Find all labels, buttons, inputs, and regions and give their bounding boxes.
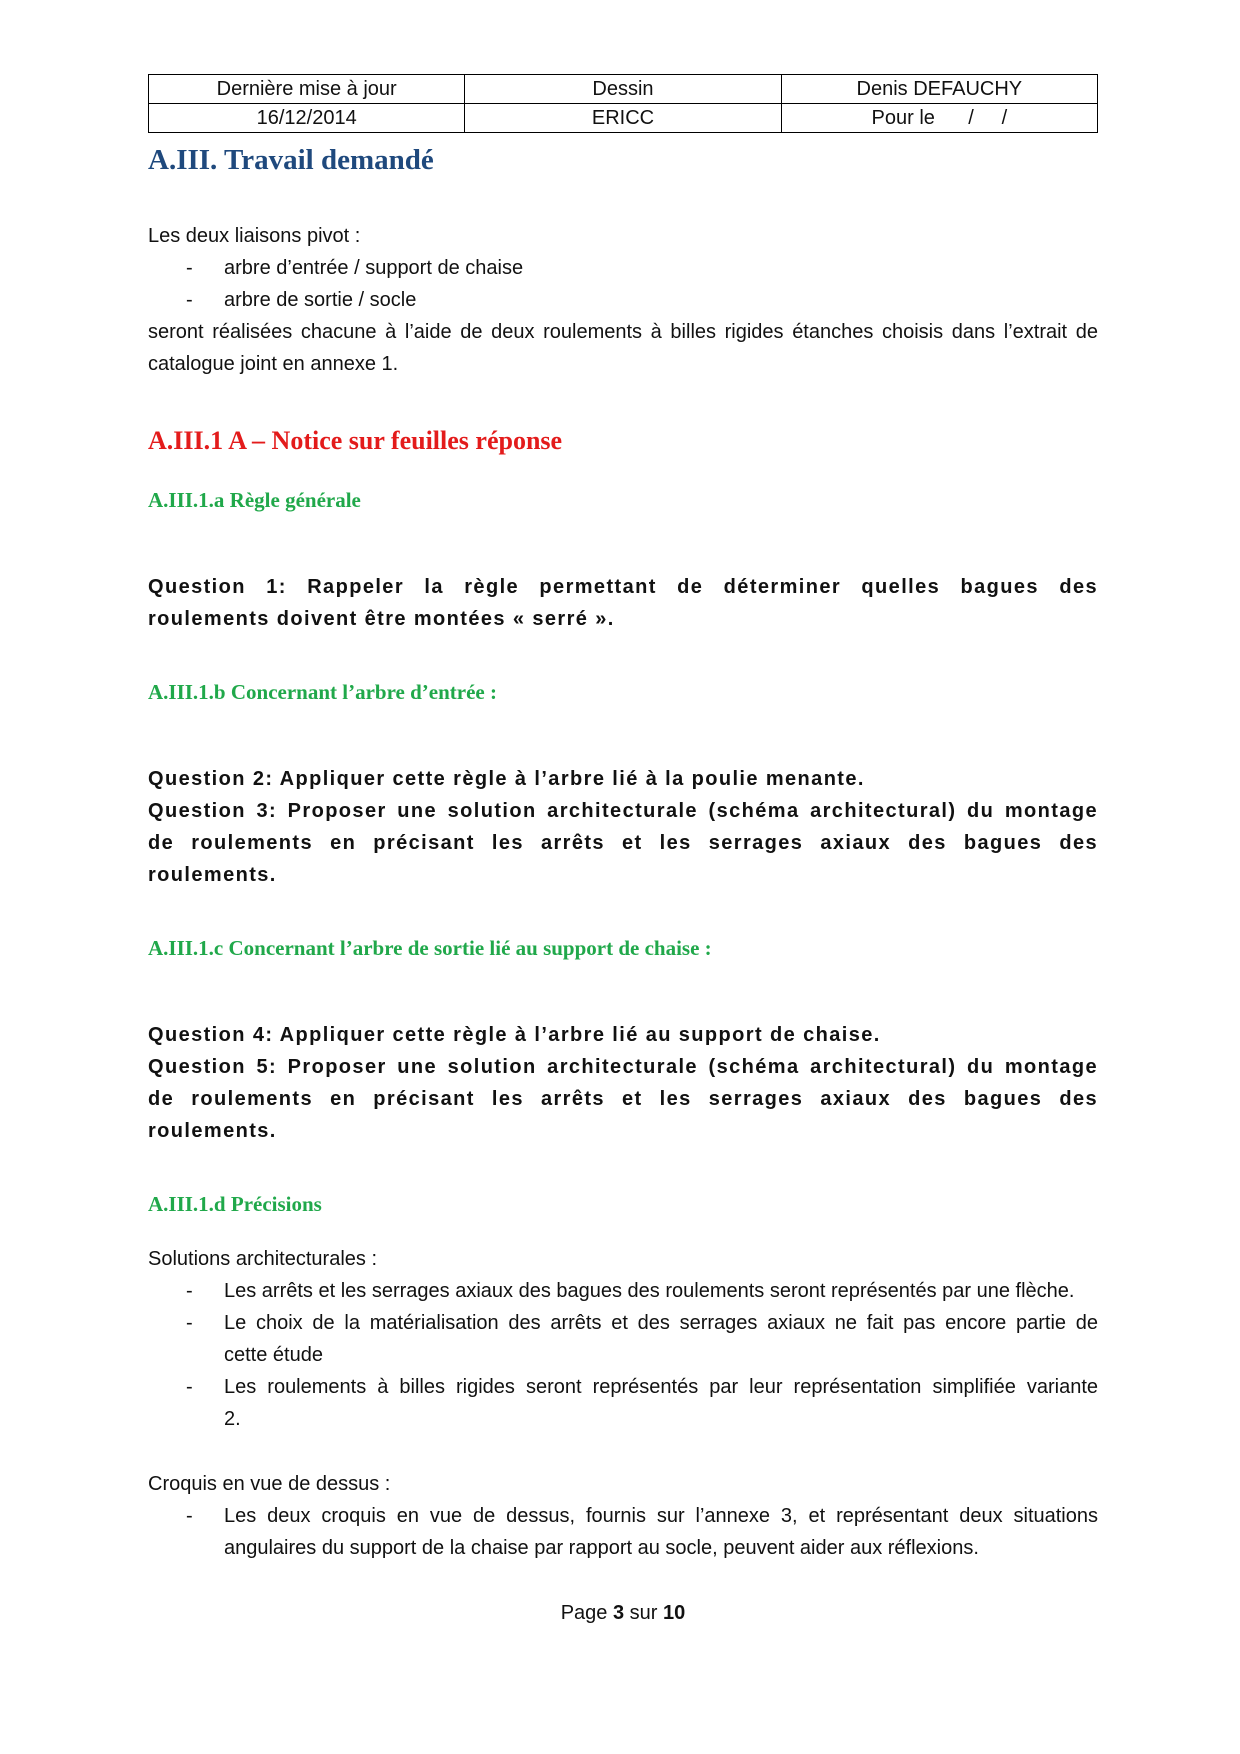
question-5-line: roulements. (148, 1120, 277, 1142)
header-row (149, 75, 1098, 104)
list-item: Les arrêts et les serrages axiaux des bagues des roulements seront représentés par une flèche. (224, 1280, 1075, 1302)
list-bullet: - (186, 289, 193, 311)
part-a-title: A.III.1.a Règle générale (148, 488, 361, 512)
header-cell-due: Pour le / / (781, 104, 1097, 133)
subsection-title: A.III.1 A – Notice sur feuilles réponse (148, 426, 563, 455)
total-pages-number: 10 (663, 1602, 686, 1624)
list-item: Le choix de la matérialisation des arrêts et des serrages axiaux ne fait pas encore partie de (224, 1312, 1098, 1334)
question-5-line: de roulements en précisant les arrêts et les serrages axiaux des bagues des (148, 1088, 1098, 1110)
part-d-title: A.III.1.d Précisions (148, 1192, 322, 1216)
header-table (148, 74, 1098, 133)
list-bullet: - (186, 1280, 193, 1302)
question-3-line: de roulements en précisant les arrêts et les serrages axiaux des bagues des (148, 832, 1098, 854)
croquis-lead: Croquis en vue de dessus : (148, 1473, 391, 1495)
question-1-line: Question 1: Rappeler la règle permettant de déterminer quelles bagues des (148, 576, 1098, 598)
header-cell-author: Denis DEFAUCHY (781, 75, 1097, 104)
question-3-line: Question 3: Proposer une solution architecturale (schéma architectural) du montage (148, 800, 1098, 822)
list-bullet: - (186, 1376, 193, 1398)
part-b-title: A.III.1.b Concernant l’arbre d’entrée : (148, 680, 497, 704)
page-word: Page (560, 1602, 608, 1624)
header-row (149, 104, 1098, 133)
list-item: arbre de sortie / socle (224, 289, 417, 311)
question-1-line: roulements doivent être montées « serré ». (148, 608, 615, 630)
page-footer (148, 1602, 1098, 1625)
question-2: Question 2: Appliquer cette règle à l’arbre lié à la poulie menante. (148, 768, 865, 790)
intro-paragraph-line: seront réalisées chacune à l’aide de deux roulements à billes rigides étanches choisis dans l’extrait de (148, 321, 1098, 343)
current-page-number: 3 (612, 1602, 625, 1624)
list-item: arbre d’entrée / support de chaise (224, 257, 524, 279)
question-5-line: Question 5: Proposer une solution architecturale (schéma architectural) du montage (148, 1056, 1098, 1078)
header-cell-course: ERICC (465, 104, 781, 133)
page-of-word: sur (629, 1602, 658, 1624)
header-cell-course-label: Dessin (465, 75, 781, 104)
question-4: Question 4: Appliquer cette règle à l’arbre lié au support de chaise. (148, 1024, 881, 1046)
list-item: Les deux croquis en vue de dessus, fournis sur l’annexe 3, et représentant deux situations (224, 1505, 1098, 1527)
header-cell-last-update-label: Dernière mise à jour (149, 75, 465, 104)
section-title: A.III. Travail demandé (148, 144, 434, 176)
intro-paragraph-line: catalogue joint en annexe 1. (148, 353, 399, 375)
header-cell-date: 16/12/2014 (149, 104, 465, 133)
list-item-continuation: angulaires du support de la chaise par rapport au socle, peuvent aider aux réflexions. (224, 1537, 979, 1559)
list-item-continuation: 2. (224, 1408, 241, 1430)
question-3-line: roulements. (148, 864, 277, 886)
list-item-continuation: cette étude (224, 1344, 323, 1366)
list-bullet: - (186, 257, 193, 279)
intro-lead: Les deux liaisons pivot : (148, 225, 361, 247)
solutions-lead: Solutions architecturales : (148, 1248, 378, 1270)
list-bullet: - (186, 1312, 193, 1334)
list-item: Les roulements à billes rigides seront représentés par leur représentation simplifiée variante (224, 1376, 1098, 1398)
part-c-title: A.III.1.c Concernant l’arbre de sortie lié au support de chaise : (148, 936, 712, 960)
list-bullet: - (186, 1505, 193, 1527)
